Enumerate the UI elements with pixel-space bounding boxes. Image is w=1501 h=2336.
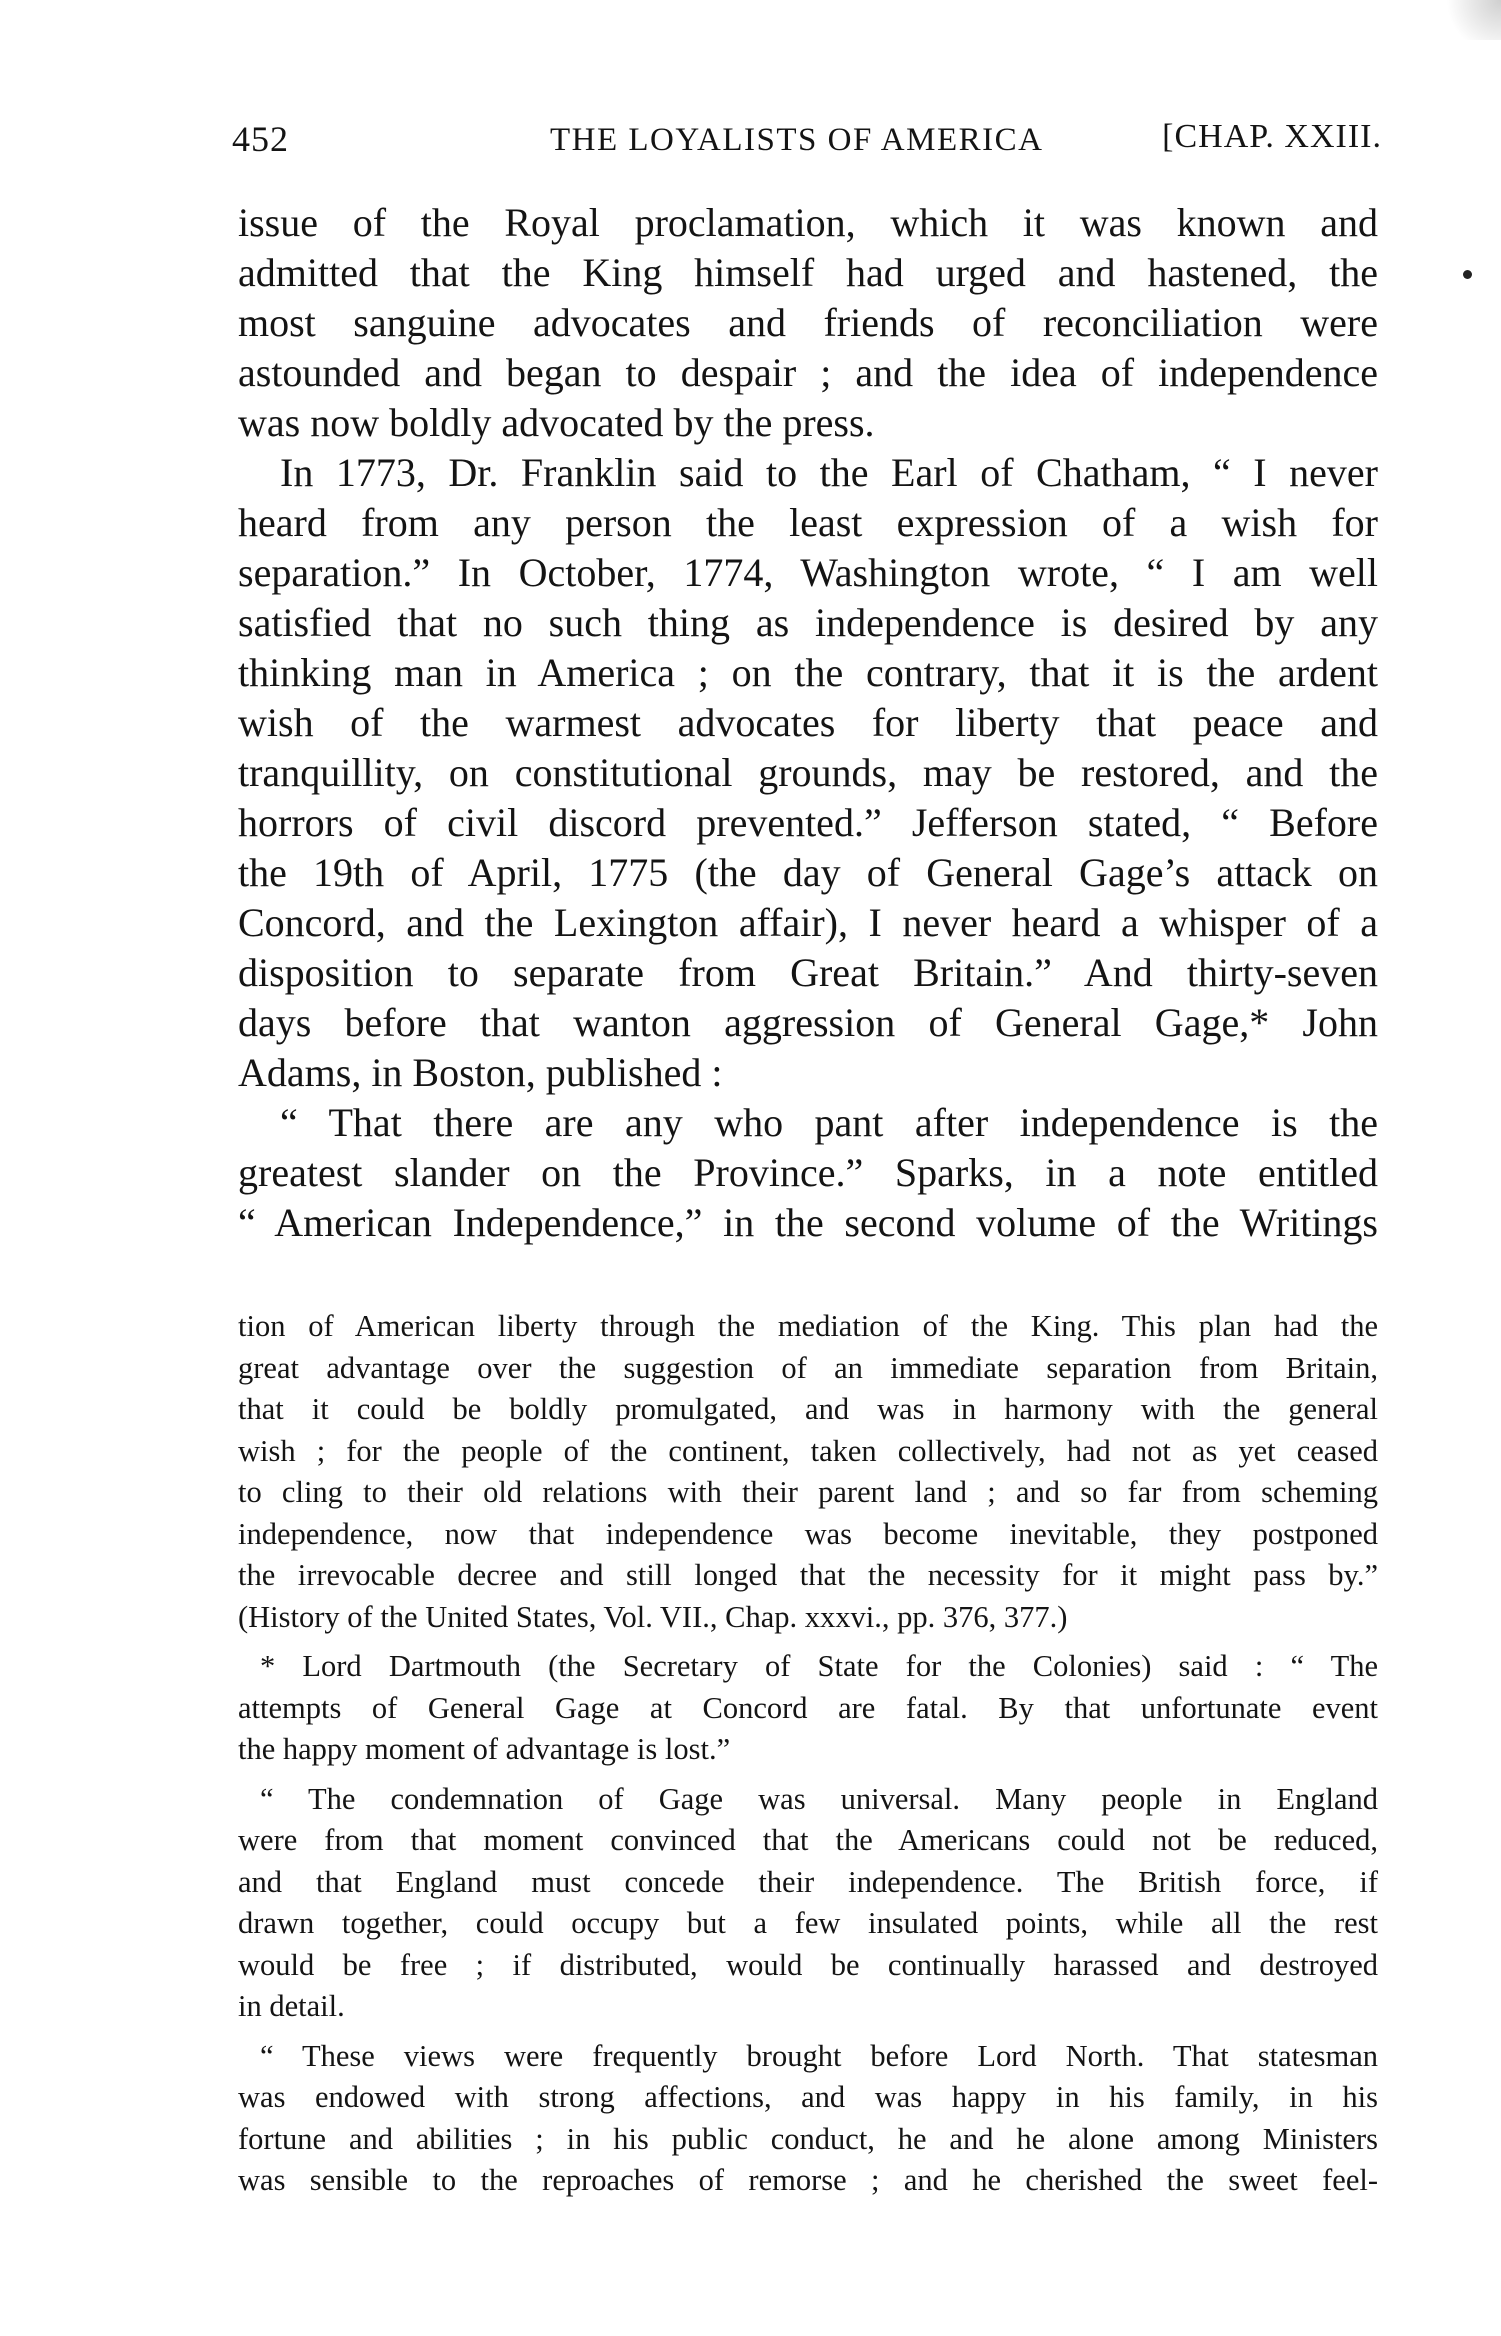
body-line: tranquillity, on constitutional grounds, may be restored, and the (238, 750, 1378, 795)
paragraph-gap (238, 2028, 1378, 2036)
footnote-line: and that England must concede their independence. The British force, if (238, 1864, 1378, 1899)
footnote-line: fortune and abilities ; in his public conduct, he and he alone among Ministers (238, 2121, 1378, 2156)
footnote-line: the irrevocable decree and still longed that the necessity for it might pass by.” (238, 1558, 1378, 1592)
running-title: THE LOYALISTS OF AMERICA (550, 122, 1044, 158)
body-line: In 1773, Dr. Franklin said to the Earl of Chatham, “ I never (280, 450, 1378, 495)
footnote-line: was sensible to the reproaches of remorse ; and he cherished the sweet feel- (238, 2163, 1378, 2197)
footnote-line: the happy moment of advantage is lost.” (238, 1732, 731, 1766)
body-line: Adams, in Boston, published : (238, 1050, 723, 1095)
footnote-line: wish ; for the people of the continent, taken collectively, had not as yet ceased (238, 1433, 1378, 1468)
paragraph-gap (238, 1638, 1378, 1646)
footnote-line: would be free ; if distributed, would be continually harassed and destroyed (238, 1947, 1378, 1982)
footnote-line: was endowed with strong affections, and was happy in his family, in his (238, 2080, 1378, 2114)
body-line: satisfied that no such thing as independence is desired by any (238, 600, 1378, 645)
footnote-line: drawn together, could occupy but a few insulated points, while all the rest (238, 1906, 1378, 1940)
body-line: was now boldly advocated by the press. (238, 400, 875, 445)
footnote-line: independence, now that independence was become inevitable, they postponed (238, 1516, 1378, 1551)
body-line: wish of the warmest advocates for liberty that peace and (238, 700, 1378, 745)
footnote-line: * Lord Dartmouth (the Secretary of State for the Colonies) said : “ The (260, 1649, 1378, 1683)
chapter-reference: [CHAP. XXIII. (1162, 118, 1382, 155)
footnote-line: (History of the United States, Vol. VII., Chap. xxxvi., pp. 376, 377.) (238, 1599, 1068, 1634)
body-line: days before that wanton aggression of General Gage,* John (238, 1000, 1378, 1045)
body-line: astounded and began to despair ; and the idea of independence (238, 350, 1378, 395)
running-header (232, 118, 1382, 166)
footnote-line: to cling to their old relations with their parent land ; and so far from scheming (238, 1475, 1378, 1509)
footnote-line: tion of American liberty through the mediation of the King. This plan had the (238, 1309, 1378, 1343)
body-line: admitted that the King himself had urged and hastened, the (238, 250, 1378, 295)
body-line: heard from any person the least expression of a wish for (238, 500, 1378, 545)
footnote-line: great advantage over the suggestion of an immediate separation from Britain, (238, 1350, 1378, 1385)
body-line: “ That there are any who pant after independence is the (280, 1100, 1378, 1145)
body-line: issue of the Royal proclamation, which it was known and (238, 200, 1378, 245)
scan-corner-speckle (1441, 0, 1501, 40)
footnote-line: “ The condemnation of Gage was universal. Many people in England (260, 1781, 1378, 1816)
footnote-line: “ These views were frequently brought before Lord North. That statesman (260, 2038, 1378, 2073)
body-line: greatest slander on the Province.” Sparks, in a note entitled (238, 1150, 1378, 1195)
footnote-line: in detail. (238, 1989, 345, 2023)
body-line: thinking man in America ; on the contrary, that it is the ardent (238, 650, 1378, 695)
body-line: separation.” In October, 1774, Washington wrote, “ I am well (238, 550, 1378, 595)
paragraph-gap (238, 1771, 1378, 1779)
page-number: 452 (232, 119, 289, 159)
body-line: horrors of civil discord prevented.” Jefferson stated, “ Before (238, 800, 1378, 845)
body-line: Concord, and the Lexington affair), I never heard a whisper of a (238, 900, 1378, 945)
body-line: “ American Independence,” in the second volume of the Writings (238, 1200, 1378, 1245)
body-line: most sanguine advocates and friends of reconciliation were (238, 300, 1378, 345)
footnote-line: that it could be boldly promulgated, and was in harmony with the general (238, 1392, 1378, 1426)
footnote-line: were from that moment convinced that the Americans could not be reduced, (238, 1823, 1378, 1857)
footnotes (238, 1306, 1378, 2202)
margin-mark (1463, 270, 1472, 279)
body-line: disposition to separate from Great Britain.” And thirty-seven (238, 950, 1378, 995)
main-text (238, 198, 1378, 1248)
body-line: the 19th of April, 1775 (the day of General Gage’s attack on (238, 850, 1378, 895)
footnote-line: attempts of General Gage at Concord are fatal. By that unfortunate event (238, 1690, 1378, 1725)
